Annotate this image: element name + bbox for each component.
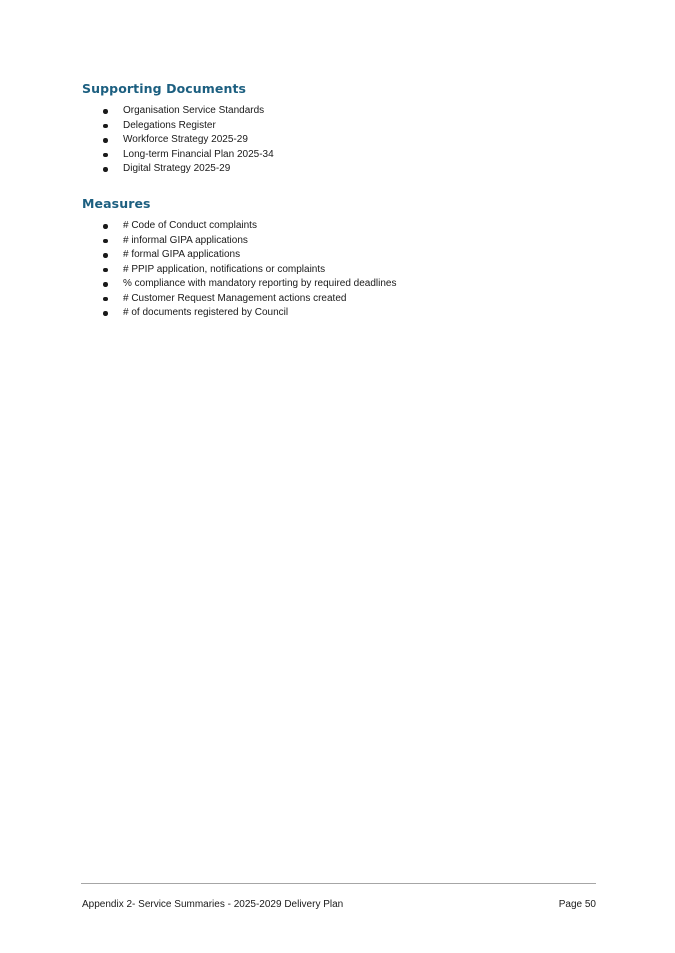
bullet-icon [103, 138, 108, 143]
list-item-text: % compliance with mandatory reporting by required deadlines [123, 278, 397, 289]
list-item-text: Delegations Register [123, 119, 216, 131]
list-item-text: Organisation Service Standards [123, 105, 265, 116]
bullet-icon [103, 297, 108, 302]
list-item-text: Digital Strategy 2025-29 [123, 163, 231, 174]
measures-heading: Measures [82, 196, 151, 211]
bullet-icon [103, 109, 108, 114]
footer-document-title: Appendix 2- Service Summaries - 2025-2029 Delivery Plan [82, 899, 344, 910]
bullet-icon [103, 311, 108, 316]
bullet-icon [103, 153, 108, 158]
bullet-icon [103, 268, 108, 273]
footer-divider [81, 883, 596, 884]
supporting-documents-heading: Supporting Documents [82, 81, 247, 96]
bullet-icon [103, 239, 108, 244]
list-item-text: # of documents registered by Council [123, 307, 289, 318]
list-item-text: # Customer Request Management actions created [123, 292, 347, 304]
bullet-icon [103, 124, 108, 129]
bullet-icon [103, 253, 108, 258]
list-item-text: # PPIP application, notifications or complaints [123, 263, 326, 275]
list-item-text: # informal GIPA applications [123, 234, 248, 246]
list-item-text: Workforce Strategy 2025-29 [123, 134, 248, 145]
bullet-icon [103, 224, 108, 229]
bullet-icon [103, 167, 108, 172]
list-item-text: # formal GIPA applications [123, 249, 241, 260]
list-item-text: Long-term Financial Plan 2025-34 [123, 148, 274, 160]
list-item-text: # Code of Conduct complaints [123, 220, 257, 231]
page-number: Page 50 [558, 899, 596, 910]
bullet-icon [103, 282, 108, 287]
